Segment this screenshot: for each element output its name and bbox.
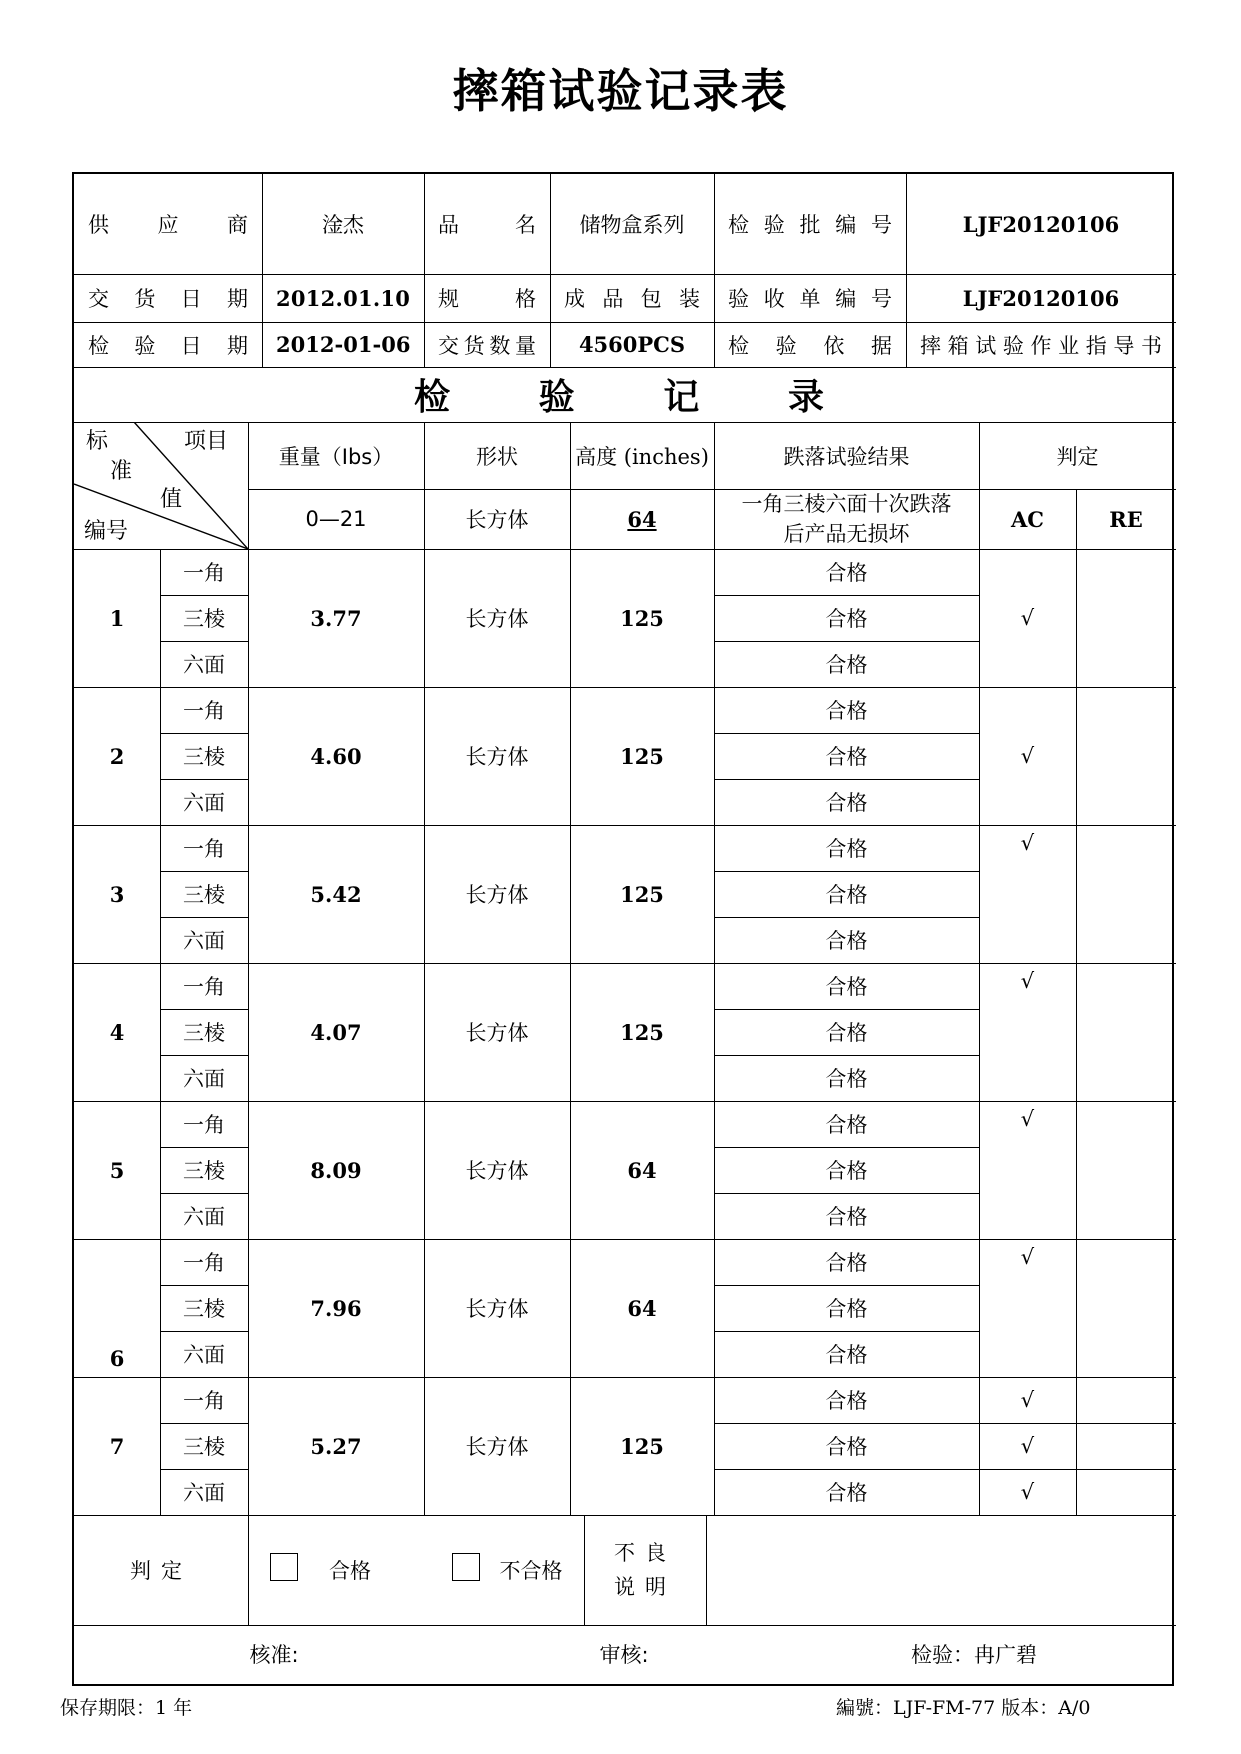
char: 6 xyxy=(395,332,411,357)
char: 摔 xyxy=(920,333,941,358)
inspection-date-label xyxy=(74,322,262,367)
col-weight-header: 重量（Ibs） xyxy=(278,444,394,469)
row-shape: 长方体 xyxy=(465,745,529,769)
row-number: 6 xyxy=(109,1346,125,1371)
drop-result: 合格 xyxy=(825,699,868,723)
char: 格 xyxy=(515,287,536,311)
char: 指 xyxy=(1085,333,1107,358)
drop-result: 合格 xyxy=(825,1389,868,1413)
char: 验 xyxy=(1002,333,1024,358)
char: 作 xyxy=(1030,333,1052,358)
row-height: 125 xyxy=(620,1433,664,1459)
re-header: RE xyxy=(1109,506,1143,532)
defect-description-label xyxy=(584,1515,706,1625)
char: 包 xyxy=(640,287,662,311)
char: 书 xyxy=(1141,333,1162,358)
row-weight: 5.42 xyxy=(310,881,362,907)
char: 号 xyxy=(871,213,892,237)
char: 编 xyxy=(835,213,857,237)
drop-part-label: 六面 xyxy=(183,1343,225,1367)
row-weight: 8.09 xyxy=(310,1157,362,1183)
drop-part-label: 一角 xyxy=(183,837,225,861)
ac-check-mark: √ xyxy=(1020,1434,1035,1458)
drop-result: 合格 xyxy=(825,745,868,769)
char: 应 xyxy=(157,213,179,237)
char: . xyxy=(372,285,381,311)
char: 2 xyxy=(320,285,336,311)
char: 验 xyxy=(775,333,797,358)
drop-result: 合格 xyxy=(825,791,868,815)
receipt-no-label xyxy=(714,274,906,322)
fail-checkbox[interactable] xyxy=(452,1553,480,1581)
batch-no-label xyxy=(714,174,906,274)
page-title: 摔箱试验记录表 xyxy=(452,64,789,118)
char: 0 xyxy=(290,332,306,357)
row-number: 7 xyxy=(109,1433,125,1459)
col-shape-header: 形状 xyxy=(476,444,518,469)
row-number: 2 xyxy=(109,743,125,769)
ac-check-mark: √ xyxy=(1020,969,1035,993)
row-weight: 7.96 xyxy=(310,1295,362,1321)
delivery-date-label xyxy=(74,274,262,322)
drop-part-label: 六面 xyxy=(183,1067,225,1091)
retention-period: 保存期限：1 年 xyxy=(60,1697,193,1719)
char: 1 xyxy=(305,285,321,311)
char: 业 xyxy=(1058,333,1080,358)
row-height: 125 xyxy=(620,1019,664,1045)
row-number: 5 xyxy=(109,1157,125,1183)
inspector-signature: 检验：冉广碧 xyxy=(911,1643,1037,1667)
char: 检 xyxy=(728,213,749,237)
char: 量 xyxy=(514,333,536,358)
data-col-line xyxy=(1076,549,1077,687)
char: 验 xyxy=(538,376,577,418)
delivery-qty-value: 4560PCS xyxy=(578,332,686,357)
char: 收 xyxy=(763,287,785,311)
ac-check-mark: √ xyxy=(1020,831,1035,855)
ac-header: AC xyxy=(1010,506,1044,532)
drop-part-label: 一角 xyxy=(183,1389,225,1413)
inspection-basis-value xyxy=(906,322,1176,367)
row-weight: 4.07 xyxy=(310,1019,362,1045)
drop-result: 合格 xyxy=(825,607,868,631)
char: 验 xyxy=(763,213,785,237)
char: 1 xyxy=(380,285,395,311)
char: 试 xyxy=(975,333,997,358)
char: 2 xyxy=(319,332,335,357)
data-col-line xyxy=(1076,1377,1077,1515)
drop-result: 合格 xyxy=(825,653,868,677)
drop-result: 合格 xyxy=(825,561,868,585)
diag-value-label: 值 xyxy=(160,487,183,512)
drop-part-label: 三棱 xyxy=(183,1297,225,1321)
std-height: 64 xyxy=(627,506,657,532)
char: 验 xyxy=(134,333,156,358)
char: 货 xyxy=(134,287,156,311)
receipt-no-value: LJF20120106 xyxy=(962,285,1120,311)
ac-check-mark: √ xyxy=(1020,1245,1035,1269)
row-height: 64 xyxy=(627,1295,657,1321)
spec-value xyxy=(550,274,714,322)
data-col-line xyxy=(1076,1101,1077,1239)
std-shape: 长方体 xyxy=(465,508,529,532)
std-result-line: 后产品无损坏 xyxy=(783,522,910,546)
drop-part-label: 一角 xyxy=(183,1251,225,1275)
row-height: 64 xyxy=(627,1157,657,1183)
pass-label: 合格 xyxy=(329,1559,371,1583)
char: 日 xyxy=(180,287,202,311)
char: 2 xyxy=(276,332,291,357)
col-height-header: 高度 (inches) xyxy=(575,444,709,469)
verdict-col-line xyxy=(248,1515,249,1625)
drop-part-label: 六面 xyxy=(183,929,225,953)
drop-part-label: 六面 xyxy=(183,653,225,677)
char: 据 xyxy=(870,333,892,358)
row-weight: 3.77 xyxy=(310,605,362,631)
data-col-line xyxy=(1076,825,1077,963)
diag-standard-label: 标 xyxy=(86,429,109,454)
drop-result: 合格 xyxy=(825,975,868,999)
supplier-value: 淦杰 xyxy=(322,213,364,237)
row-shape: 长方体 xyxy=(465,883,529,907)
drop-part-label: 三棱 xyxy=(183,745,225,769)
review-signature: 审核: xyxy=(599,1643,649,1667)
char: 导 xyxy=(1113,333,1135,358)
product-value: 储物盒系列 xyxy=(579,213,685,237)
char: 货 xyxy=(463,333,485,358)
char: 期 xyxy=(226,287,248,311)
char: 单 xyxy=(799,287,821,311)
drop-result: 合格 xyxy=(825,1435,868,1459)
char: 0 xyxy=(343,332,358,357)
char: 日 xyxy=(180,333,202,358)
inspection-basis-label xyxy=(714,322,906,367)
drop-part-label: 一角 xyxy=(183,975,225,999)
char: 交 xyxy=(88,287,109,311)
document-code: 編號：LJF-FM-77 版本：A/0 xyxy=(836,1697,1091,1719)
char: 0 xyxy=(290,285,306,311)
drop-part-label: 六面 xyxy=(183,791,225,815)
char: 号 xyxy=(871,287,892,311)
row-shape: 长方体 xyxy=(465,1021,529,1045)
drop-result: 合格 xyxy=(825,883,868,907)
drop-part-label: 三棱 xyxy=(183,883,225,907)
row-shape: 长方体 xyxy=(465,607,529,631)
drop-part-label: 三棱 xyxy=(183,607,225,631)
drop-result: 合格 xyxy=(825,1113,868,1137)
drop-result: 合格 xyxy=(825,1297,868,1321)
fail-label: 不合格 xyxy=(499,1559,563,1583)
drop-part-label: 三棱 xyxy=(183,1021,225,1045)
diag-item-label: 项目 xyxy=(184,429,229,454)
char: 装 xyxy=(678,287,700,311)
ac-check-mark: √ xyxy=(1020,1388,1035,1412)
char: 品 xyxy=(438,213,459,237)
data-col-line xyxy=(1076,687,1077,825)
diag-standard-label: 准 xyxy=(110,459,133,484)
drop-result: 合格 xyxy=(825,1159,868,1183)
char: - xyxy=(334,332,344,357)
diag-number-label: 编号 xyxy=(84,519,129,544)
drop-part-label: 一角 xyxy=(183,699,225,723)
delivery-date-value xyxy=(262,274,424,322)
defect-label-line: 不良 xyxy=(614,1541,676,1565)
char: 名 xyxy=(515,213,536,237)
row-height: 125 xyxy=(620,881,664,907)
char: 规 xyxy=(438,287,459,311)
row-weight: 5.27 xyxy=(310,1433,362,1459)
record-form xyxy=(72,172,1174,1686)
std-result xyxy=(714,489,979,549)
char: 期 xyxy=(226,333,248,358)
char: 品 xyxy=(602,287,624,311)
drop-part-label: 三棱 xyxy=(183,1159,225,1183)
row-height: 125 xyxy=(620,605,664,631)
product-label xyxy=(424,174,550,274)
char: 商 xyxy=(227,213,248,237)
char: 验 xyxy=(728,287,749,311)
row-number: 3 xyxy=(109,881,125,907)
batch-no-value: LJF20120106 xyxy=(962,211,1120,237)
col-result-header: 跌落试验结果 xyxy=(783,444,910,469)
char: 数 xyxy=(489,333,511,358)
approve-signature: 核准: xyxy=(249,1643,299,1667)
char: 1 xyxy=(357,285,373,311)
data-col-line xyxy=(1076,1239,1077,1377)
row-number: 1 xyxy=(109,605,125,631)
defect-label-line: 说明 xyxy=(614,1575,676,1599)
char: 检 xyxy=(88,333,109,358)
drop-result: 合格 xyxy=(825,837,868,861)
char: 依 xyxy=(823,333,845,358)
verdict-label: 判定 xyxy=(130,1559,192,1583)
ac-check-mark: √ xyxy=(1020,606,1035,630)
data-col-line xyxy=(1076,963,1077,1101)
pass-checkbox[interactable] xyxy=(270,1553,298,1581)
drop-result: 合格 xyxy=(825,1251,868,1275)
record-banner xyxy=(74,367,1176,422)
char: 检 xyxy=(414,376,453,418)
drop-part-label: 一角 xyxy=(183,1113,225,1137)
char: 0 xyxy=(343,285,358,311)
char: 记 xyxy=(663,376,702,418)
row-weight: 4.60 xyxy=(310,743,362,769)
col-judge-header: 判定 xyxy=(1056,444,1099,469)
drop-part-label: 六面 xyxy=(183,1205,225,1229)
row-shape: 长方体 xyxy=(465,1159,529,1183)
supplier-label xyxy=(74,174,262,274)
drop-part-label: 三棱 xyxy=(183,1435,225,1459)
ac-check-mark: √ xyxy=(1020,1107,1035,1131)
drop-result: 合格 xyxy=(825,1067,868,1091)
char: 批 xyxy=(799,213,821,237)
drop-result: 合格 xyxy=(825,1343,868,1367)
char: 供 xyxy=(88,213,109,237)
char: 1 xyxy=(357,332,373,357)
row-shape: 长方体 xyxy=(465,1297,529,1321)
char: 1 xyxy=(305,332,320,357)
defect-description-field[interactable] xyxy=(706,1515,1176,1625)
char: . xyxy=(335,285,343,311)
char: 成 xyxy=(564,287,585,311)
row-shape: 长方体 xyxy=(465,1435,529,1459)
char: 0 xyxy=(381,332,396,357)
drop-result: 合格 xyxy=(825,1481,868,1505)
char: 交 xyxy=(438,333,459,358)
ac-check-mark: √ xyxy=(1020,1480,1035,1504)
char: - xyxy=(372,332,382,357)
drop-result: 合格 xyxy=(825,929,868,953)
std-weight: 0—21 xyxy=(305,507,367,531)
drop-part-label: 一角 xyxy=(183,561,225,585)
inspection-date-value xyxy=(262,322,424,367)
drop-result: 合格 xyxy=(825,1021,868,1045)
ac-check-mark: √ xyxy=(1020,744,1035,768)
char: 录 xyxy=(787,376,826,418)
drop-part-label: 六面 xyxy=(183,1481,225,1505)
delivery-qty-label xyxy=(424,322,550,367)
char: 检 xyxy=(728,333,749,358)
std-result-line: 一角三棱六面十次跌落 xyxy=(741,492,952,516)
char: 0 xyxy=(395,285,410,311)
spec-label xyxy=(424,274,550,322)
char: 编 xyxy=(835,287,857,311)
row-height: 125 xyxy=(620,743,664,769)
char: 2 xyxy=(276,285,291,311)
drop-result: 合格 xyxy=(825,1205,868,1229)
row-number: 4 xyxy=(109,1019,125,1045)
char: 箱 xyxy=(947,333,969,358)
